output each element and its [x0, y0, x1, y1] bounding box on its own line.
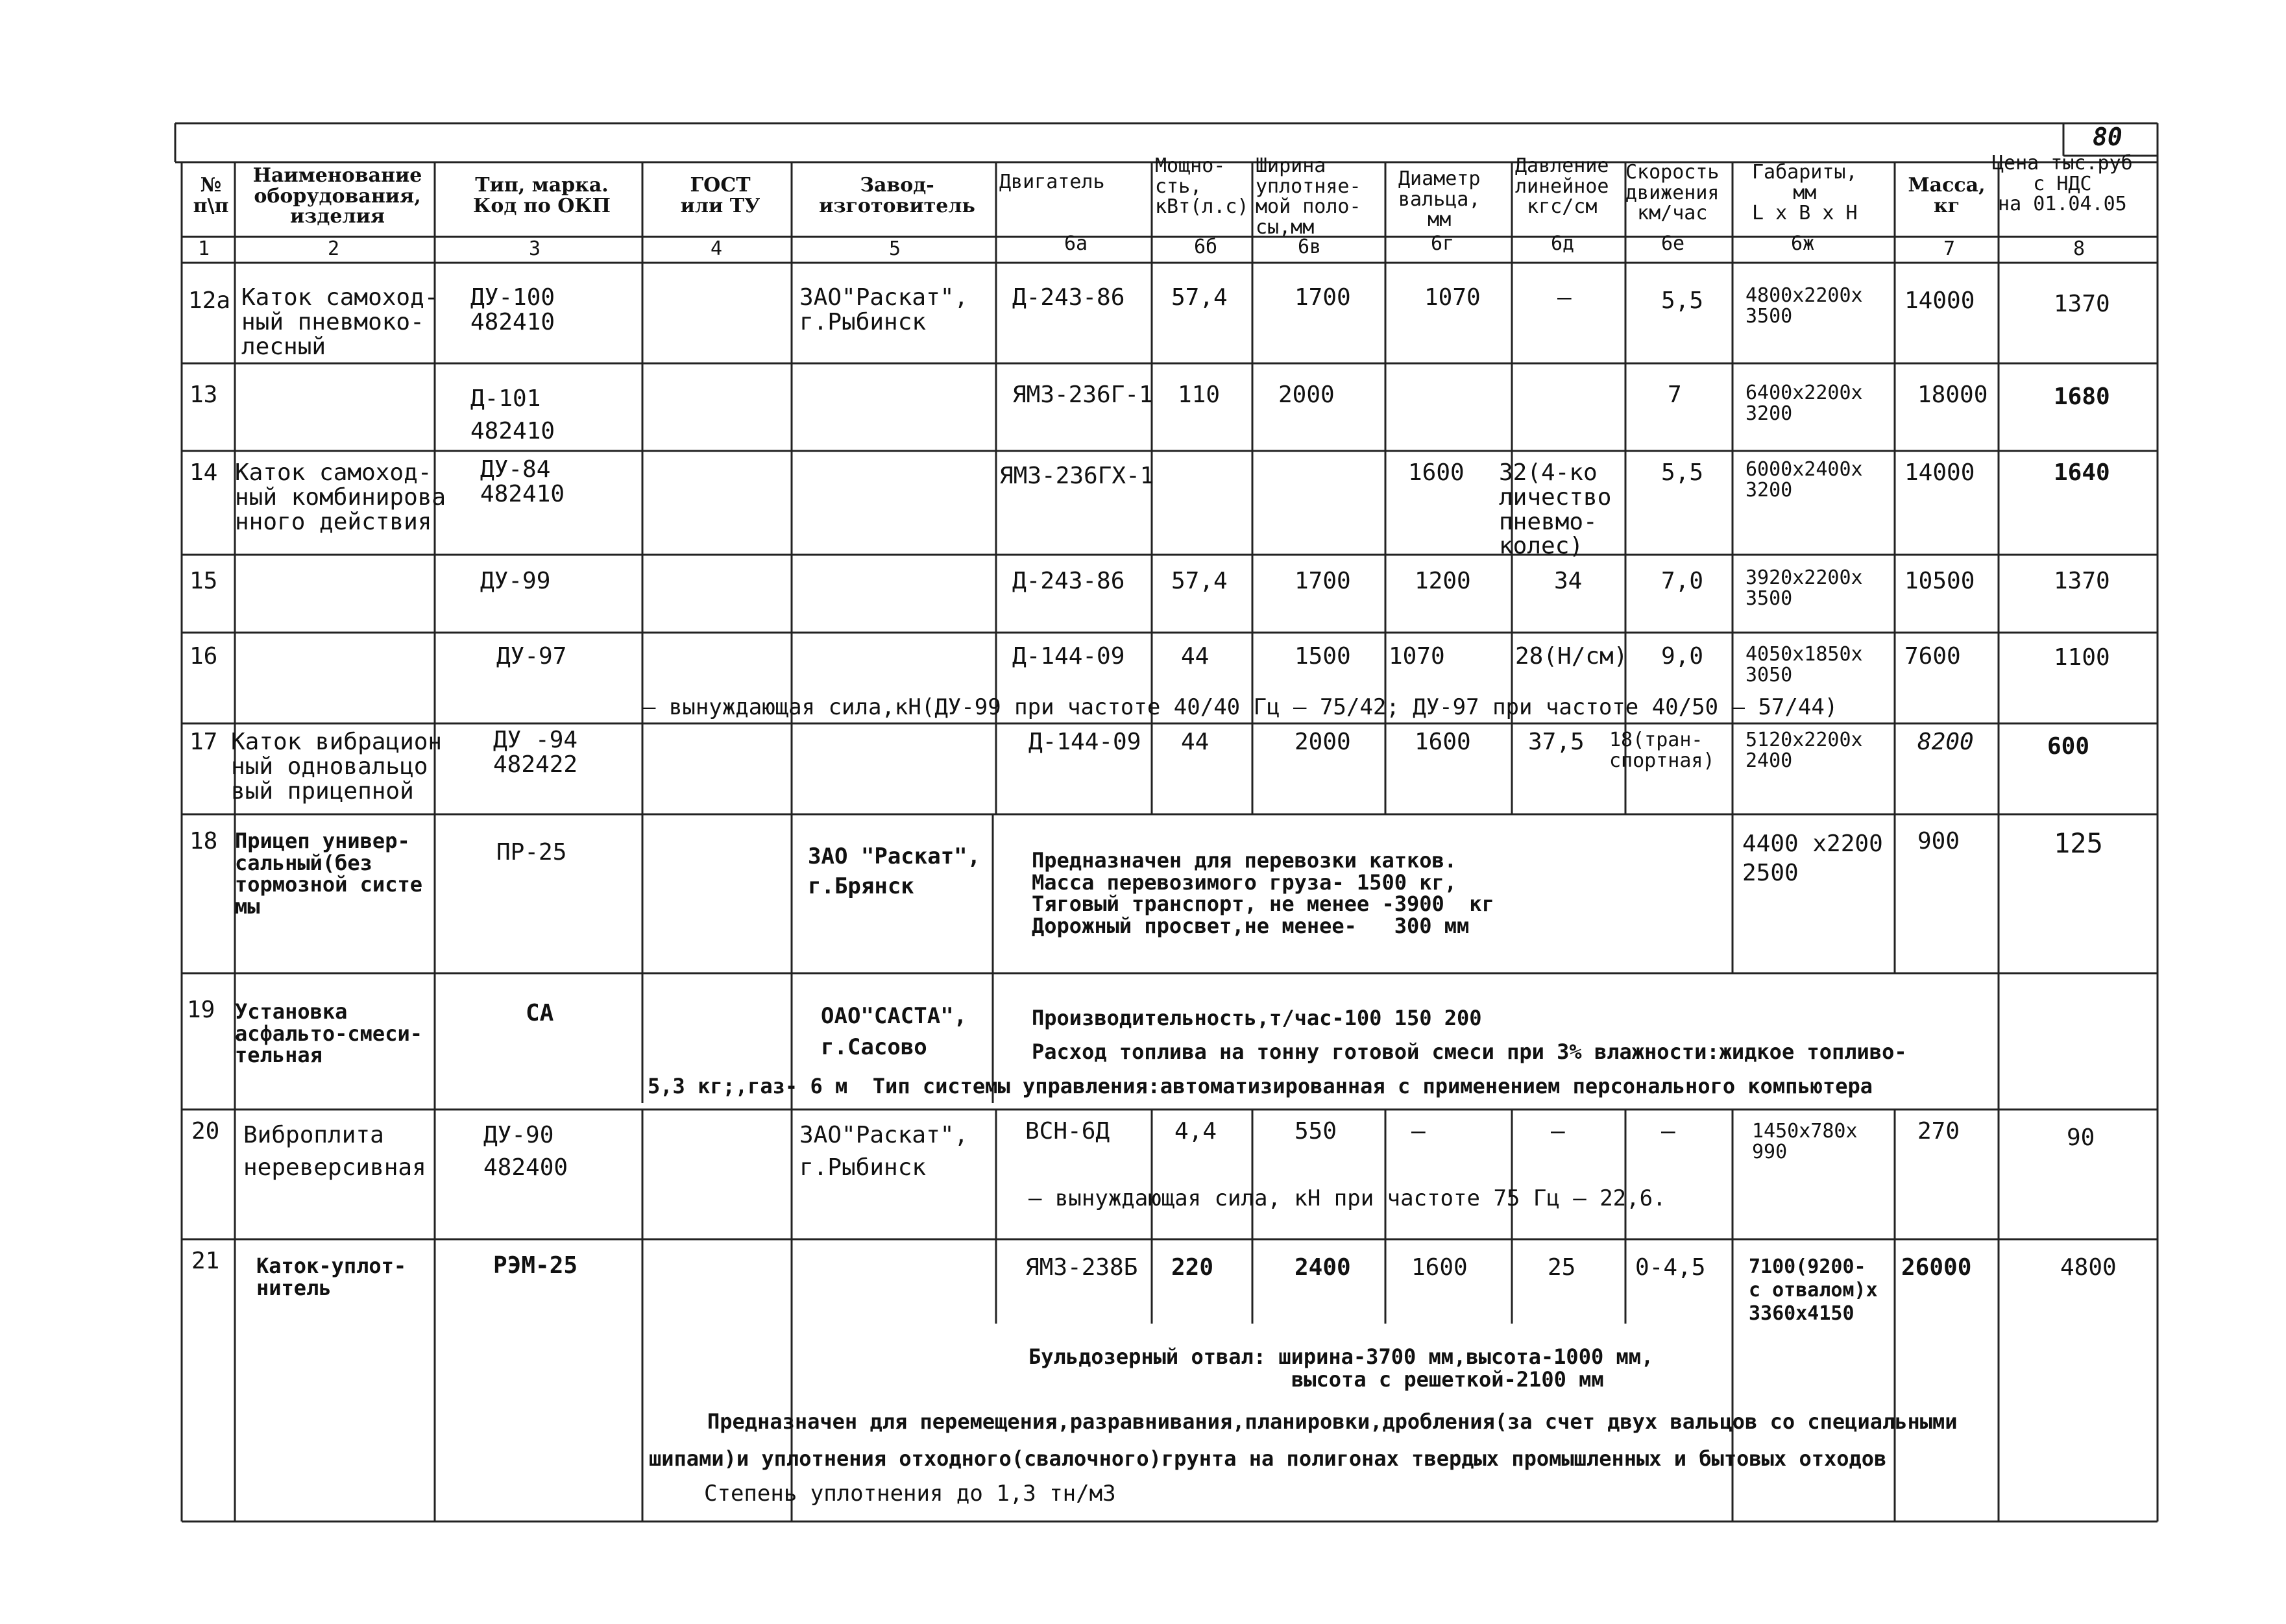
row16-num: 16 — [189, 643, 218, 670]
row12-price: 1370 — [2054, 291, 2110, 317]
header-col-6v: Ширина уплотняе- мой поло- сы,мм — [1256, 154, 1361, 239]
row13-type: Д-101 482410 — [470, 385, 555, 445]
row13-price: 1680 — [2054, 383, 2110, 410]
row15-mass: 10500 — [1904, 568, 1975, 594]
row12-width: 1700 — [1295, 284, 1351, 311]
colnum-1: 1 — [198, 237, 210, 260]
row15-dims: 3920x2200x 3500 — [1745, 566, 1863, 610]
row13-power: 110 — [1178, 382, 1221, 408]
row18-mass: 900 — [1917, 828, 1960, 854]
row15-type: ДУ-99 — [480, 568, 551, 594]
header-col-1: № п\п — [193, 174, 229, 217]
page-number: 80 — [2093, 123, 2122, 151]
row12-power: 57,4 — [1171, 284, 1228, 311]
header-col-6d: Давление линейное кгс/см — [1515, 154, 1609, 218]
row16-power: 44 — [1181, 643, 1210, 670]
header-col-4: ГОСТ или ТУ — [680, 174, 760, 217]
colnum-6a: 6а — [1064, 232, 1088, 255]
row13-num: 13 — [189, 382, 218, 408]
row18-price: 125 — [2054, 827, 2103, 859]
row20-dims: 1450x780x 990 — [1752, 1120, 1858, 1163]
row17-power: 44 — [1181, 729, 1210, 755]
row15-power: 57,4 — [1171, 568, 1228, 594]
row12-plant: ЗАО"Раскат", г.Рыбинск — [799, 284, 969, 335]
row21-engine: ЯМЗ-238Б — [1025, 1254, 1138, 1281]
row14-name: Каток самоход- ный комбинирова нного действия — [235, 459, 446, 535]
row13-speed: 7 — [1668, 382, 1682, 408]
row17-width: 2000 — [1295, 729, 1351, 755]
row21-name: Каток-уплот- нитель — [256, 1254, 407, 1300]
row16-speed: 9,0 — [1661, 643, 1704, 670]
row14-num: 14 — [189, 459, 218, 486]
row12-engine: Д-243-86 — [1012, 284, 1125, 311]
row17-speed: 18(тран- спортная) — [1609, 729, 1715, 772]
row15-engine: Д-243-86 — [1012, 568, 1125, 594]
row21-diam: 1600 — [1411, 1254, 1468, 1281]
row18-dims: 4400 x2200 2500 — [1742, 830, 1883, 886]
row16-width: 1500 — [1295, 643, 1351, 670]
row13-width: 2000 — [1278, 382, 1335, 408]
row16-mass: 7600 — [1904, 643, 1961, 670]
row12-press: – — [1557, 284, 1572, 311]
row18-num: 18 — [189, 828, 218, 854]
row20-width: 550 — [1295, 1118, 1337, 1145]
colnum-8: 8 — [2073, 237, 2085, 260]
row18-plant: ЗАО "Раскат", г.Брянск — [808, 843, 981, 899]
row18-name: Прицеп универ- сальный(без тормозной систе мы — [235, 829, 422, 919]
row21-press: 25 — [1548, 1254, 1576, 1281]
row19-type: СА — [526, 1000, 554, 1026]
row20-mass: 270 — [1917, 1118, 1960, 1145]
row14-dims: 6000x2400x 3200 — [1745, 458, 1863, 502]
row14-engine: ЯМЗ-236ГХ-1 — [999, 463, 1154, 489]
row16-diam: 1070 — [1389, 643, 1445, 670]
row21-power: 220 — [1171, 1254, 1214, 1281]
row17-diam: 1600 — [1415, 729, 1471, 755]
header-col-6g: Диаметр вальца, мм — [1398, 167, 1481, 231]
row21-note2: высота с решеткой-2100 мм — [1291, 1367, 1604, 1392]
row21-desc2: шипами)и уплотнения отходного(свалочного)грунта на полигонах твердых промышленных и бытовых отходов — [649, 1446, 1887, 1471]
row17-engine: Д-144-09 — [1028, 729, 1141, 755]
row12-name: Каток самоход- ный пневмоко- лесный — [241, 284, 439, 360]
row16-press: 28(Н/см) — [1515, 643, 1628, 670]
row16-price: 1100 — [2054, 644, 2110, 671]
colnum-2: 2 — [328, 237, 340, 260]
row14-diam: 1600 — [1408, 459, 1465, 486]
colnum-6e: 6е — [1661, 232, 1685, 255]
row21-type: РЭМ-25 — [493, 1252, 578, 1279]
row19-name: Установка асфальто-смеси- тельная — [235, 999, 422, 1068]
row20-num: 20 — [191, 1118, 220, 1145]
row16-dims: 4050x1850x 3050 — [1745, 643, 1863, 686]
row21-price: 4800 — [2060, 1254, 2117, 1281]
row21-num: 21 — [191, 1248, 220, 1274]
row15-speed: 7,0 — [1661, 568, 1704, 594]
row20-power: 4,4 — [1174, 1118, 1217, 1145]
row21-speed: 0-4,5 — [1635, 1254, 1706, 1281]
row13-mass: 18000 — [1917, 382, 1988, 408]
row16-type: ДУ-97 — [496, 643, 567, 670]
header-col-6a: Двигатель — [999, 171, 1105, 193]
row21-mass: 26000 — [1901, 1254, 1972, 1281]
colnum-6v: 6в — [1298, 236, 1322, 258]
colnum-6b: 6б — [1194, 236, 1218, 258]
row20-engine: ВСН-6Д — [1025, 1118, 1110, 1145]
colnum-7: 7 — [1943, 237, 1956, 260]
row14-type: ДУ-84 482410 — [480, 456, 565, 507]
row15-diam: 1200 — [1415, 568, 1471, 594]
row12-speed: 5,5 — [1661, 287, 1704, 314]
row12-num: 12а — [188, 287, 231, 314]
row19-plant: ОАО"САСТА", г.Сасово — [821, 1003, 967, 1060]
row19-desc2: Расход топлива на тонну готовой смеси при 3% влажности:жидкое топливо- — [1032, 1039, 1907, 1064]
row16-note: – вынуждающая сила,кН(ДУ-99 при частоте 40/40 Гц – 75/42; ДУ-97 при частоте 40/50 – 57/44) — [642, 694, 1838, 720]
row17-press: 37,5 — [1528, 729, 1585, 755]
row16-engine: Д-144-09 — [1012, 643, 1125, 670]
row20-name: Виброплита нереверсивная — [243, 1122, 426, 1182]
row13-engine: ЯМЗ-236Г-1 — [1012, 382, 1153, 408]
row17-mass: 8200 — [1917, 729, 1974, 755]
header-col-7: Масса, кг — [1908, 174, 1986, 217]
header-col-2: Наименование оборудования, изделия — [252, 164, 422, 228]
header-col-8: Цена тыс.руб с НДС на 01.04.05 — [1992, 152, 2133, 215]
row15-press: 34 — [1554, 568, 1583, 594]
row15-num: 15 — [189, 568, 218, 594]
row19-desc1: Производительность,т/час-100 150 200 — [1032, 1006, 1482, 1030]
row20-price: 90 — [2067, 1124, 2095, 1151]
row12-mass: 14000 — [1904, 287, 1975, 314]
row14-press: 32(4-ко личество пневмо- колес) — [1499, 459, 1612, 560]
row17-name: Каток вибрацион ный одновальцо вый прицепной — [231, 729, 443, 805]
row17-type: ДУ -94 482422 — [493, 727, 578, 778]
row20-speed: – — [1661, 1118, 1675, 1145]
row21-desc3: Степень уплотнения до 1,3 тн/м3 — [704, 1481, 1116, 1507]
row14-speed: 5,5 — [1661, 459, 1704, 486]
row20-plant: ЗАО"Раскат", г.Рыбинск — [799, 1122, 969, 1182]
row17-dims: 5120x2200x 2400 — [1745, 729, 1863, 772]
colnum-6g: 6г — [1431, 232, 1455, 255]
row20-press: – — [1551, 1118, 1565, 1145]
row19-num: 19 — [187, 997, 215, 1023]
row20-type: ДУ-90 482400 — [483, 1122, 568, 1182]
row21-width: 2400 — [1295, 1254, 1351, 1281]
row20-diam: – — [1411, 1118, 1426, 1145]
row17-price: 600 — [2047, 733, 2090, 760]
row13-dims: 6400x2200x 3200 — [1745, 382, 1863, 425]
row12-diam: 1070 — [1424, 284, 1481, 311]
row17-num: 17 — [189, 729, 218, 755]
row14-price: 1640 — [2054, 459, 2110, 486]
row21-dims: 7100(9200- с отвалом)x 3360x4150 — [1749, 1255, 1878, 1325]
row21-note1: Бульдозерный отвал: ширина-3700 мм,высота-1000 мм, — [1028, 1344, 1654, 1369]
colnum-6d: 6д — [1551, 232, 1575, 255]
row12-dims: 4800x2200x 3500 — [1745, 284, 1863, 328]
colnum-4: 4 — [711, 237, 723, 260]
colnum-5: 5 — [889, 237, 901, 260]
row18-desc: Предназначен для перевозки катков. Масса перевозимого груза- 1500 кг, Тяговый транспорт, не менее -3900 кг Дорожный просвет,не менее- 300 мм — [1032, 848, 1494, 938]
header-col-5: Завод- изготовитель — [819, 174, 975, 217]
row18-type: ПР-25 — [496, 839, 567, 866]
header-col-6b: Мощно- сть, кВт(л.с) — [1155, 154, 1249, 218]
row14-mass: 14000 — [1904, 459, 1975, 486]
row12-type: ДУ-100 482410 — [470, 284, 555, 335]
header-col-6zh: Габариты, мм L x B x H — [1752, 161, 1858, 224]
row19-desc3: 5,3 кг;,газ- 6 м Тип системы управления:автоматизированная с применением персонального компьютера — [648, 1074, 1873, 1098]
row20-note: – вынуждающая сила, кН при частоте 75 Гц – 22,6. — [1028, 1185, 1666, 1211]
header-col-3: Тип, марка. Код по ОКП — [473, 174, 611, 217]
colnum-6zh: 6ж — [1791, 232, 1815, 255]
row15-width: 1700 — [1295, 568, 1351, 594]
header-col-6e: Скорость движения км/час — [1625, 161, 1720, 224]
colnum-3: 3 — [529, 237, 541, 260]
row15-price: 1370 — [2054, 568, 2110, 594]
row21-desc1: Предназначен для перемещения,разравнивания,планировки,дробления(за счет двух вальцов со специальными — [707, 1409, 1958, 1434]
